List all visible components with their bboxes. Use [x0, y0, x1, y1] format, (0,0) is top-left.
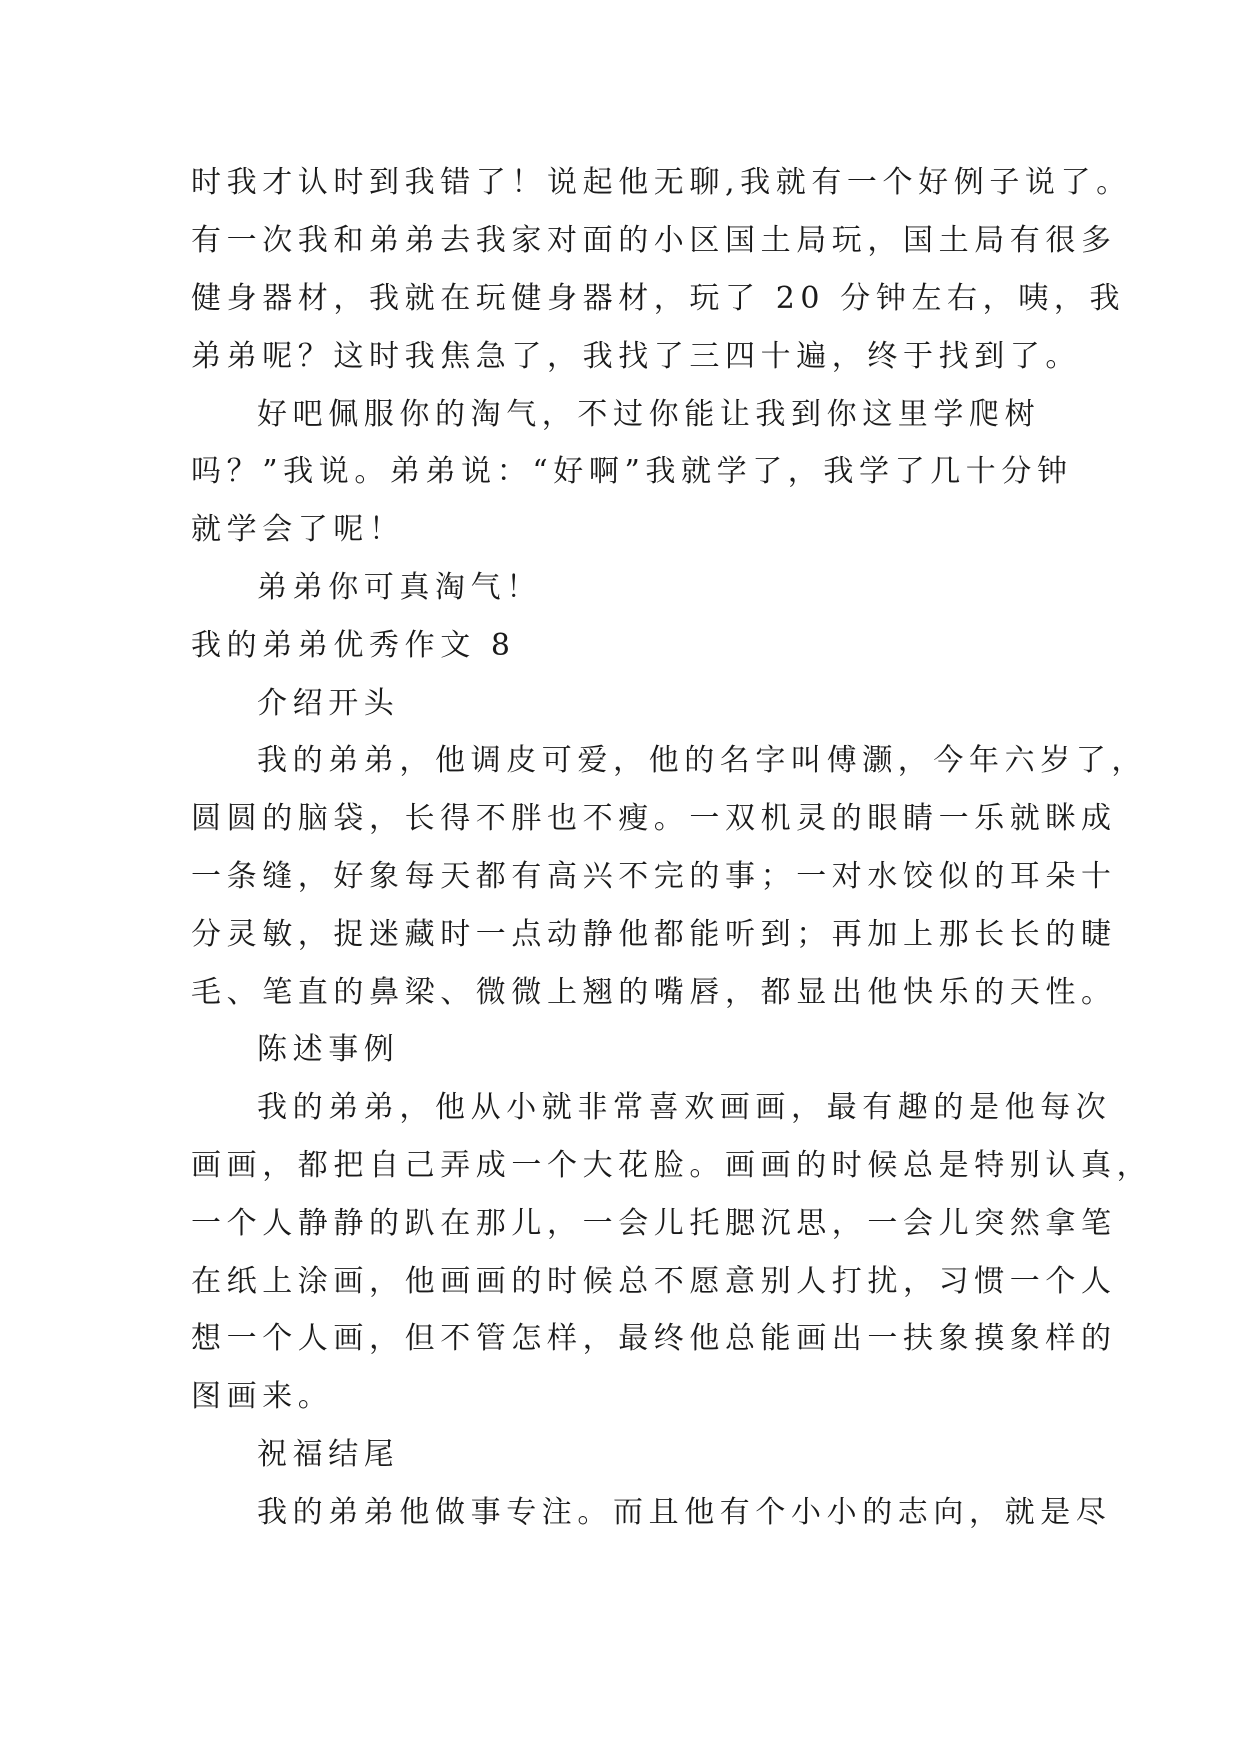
text-line: 图画来。 [191, 1379, 334, 1414]
subheading: 陈述事例 [257, 1032, 400, 1067]
section-heading: 我的弟弟优秀作文 8 [191, 628, 516, 663]
text-line: 画画，都把自己弄成一个大花脸。画画的时候总是特别认真， [191, 1148, 1153, 1183]
text-line: 健身器材，我就在玩健身器材，玩了 20 分钟左右，咦，我 [191, 281, 1126, 316]
text-line: 想一个人画，但不管怎样，最终他总能画出一扶象摸象样的 [191, 1321, 1117, 1356]
text-line: 分灵敏，捉迷藏时一点动静他都能听到；再加上那长长的睫 [191, 917, 1117, 952]
text-line: 有一次我和弟弟去我家对面的小区国土局玩，国土局有很多 [191, 223, 1117, 258]
text-line: 弟弟呢？这时我焦急了，我找了三四十遍，终于找到了。 [191, 339, 1081, 374]
text-line: 好吧佩服你的淘气，不过你能让我到你这里学爬树 [257, 397, 1041, 432]
text-line: 就学会了呢！ [191, 512, 405, 547]
subheading: 介绍开头 [257, 686, 400, 721]
text-line: 弟弟你可真淘气！ [257, 570, 542, 605]
text-line: 在纸上涂画，他画画的时候总不愿意别人打扰，习惯一个人 [191, 1264, 1117, 1299]
text-line: 毛、笔直的鼻梁、微微上翘的嘴唇，都显出他快乐的天性。 [191, 975, 1117, 1010]
text-line: 我的弟弟他做事专注。而且他有个小小的志向，就是尽 [257, 1495, 1112, 1530]
text-line: 我的弟弟，他调皮可爱，他的名字叫傅灏，今年六岁了， [257, 743, 1147, 778]
text-line: 一个人静静的趴在那儿，一会儿托腮沉思，一会儿突然拿笔 [191, 1206, 1117, 1241]
text-line: 我的弟弟，他从小就非常喜欢画画，最有趣的是他每次 [257, 1090, 1112, 1125]
text-line: 吗？”我说。弟弟说：“好啊”我就学了，我学了几十分钟 [191, 454, 1073, 489]
text-line: 圆圆的脑袋，长得不胖也不瘦。一双机灵的眼睛一乐就眯成 [191, 801, 1117, 836]
subheading: 祝福结尾 [257, 1437, 400, 1472]
text-line: 一条缝，好象每天都有高兴不完的事；一对水饺似的耳朵十 [191, 859, 1117, 894]
text-line: 时我才认时到我错了！说起他无聊,我就有一个好例子说了。 [191, 165, 1132, 200]
